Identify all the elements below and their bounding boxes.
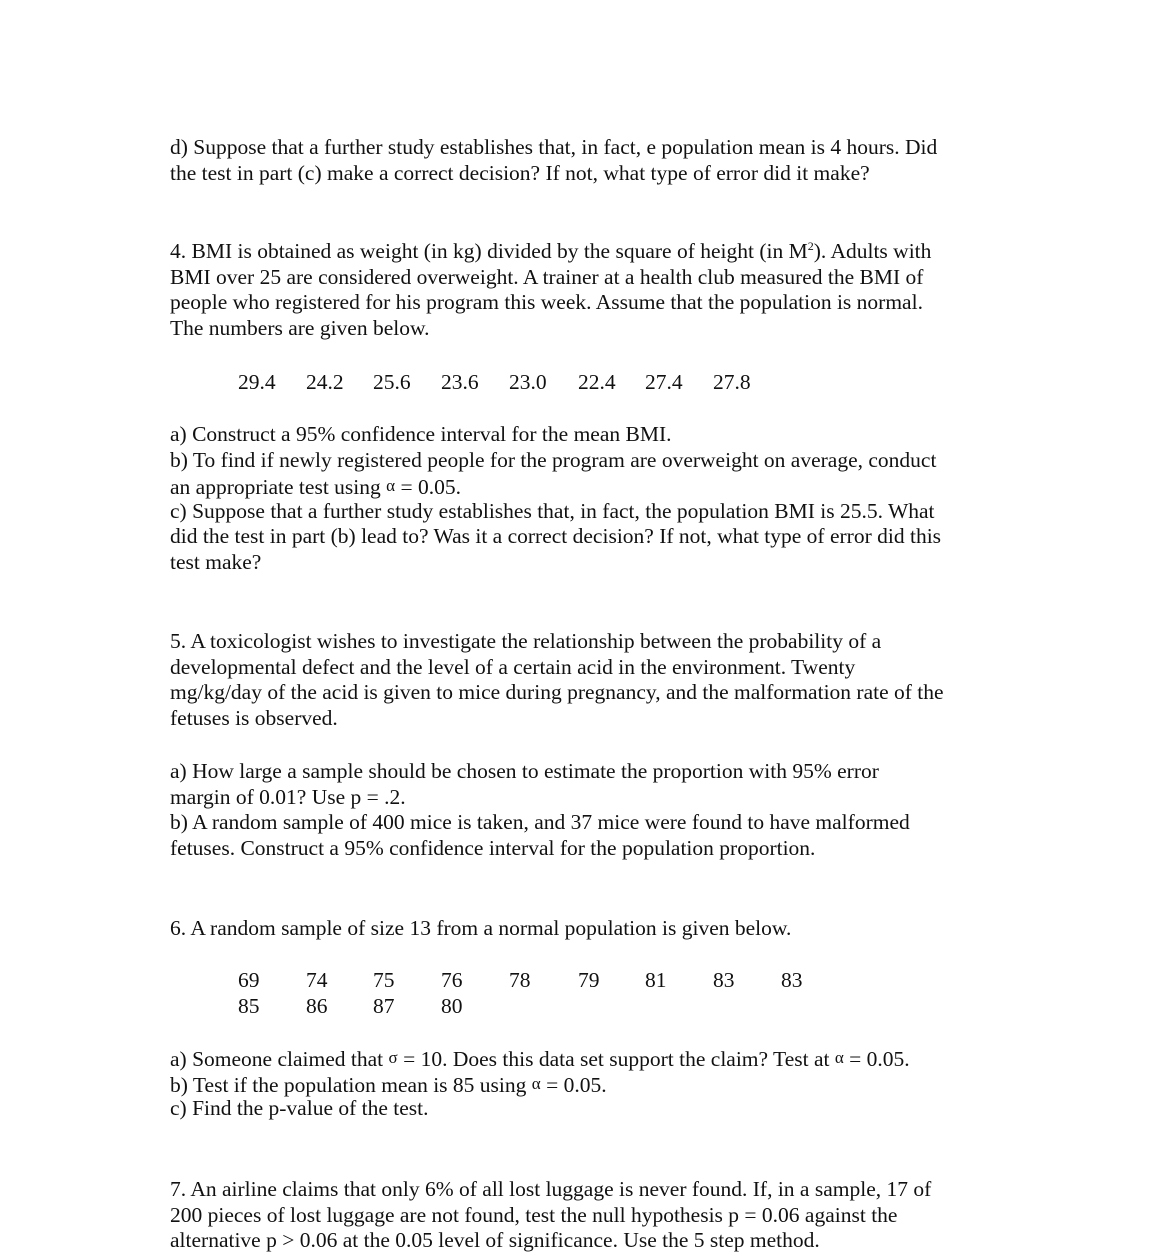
q4-intro-line: The numbers are given below. <box>170 315 430 340</box>
q4-part-a: a) Construct a 95% confidence interval for the mean BMI. <box>170 422 672 446</box>
q6-data-value: 85 <box>238 994 260 1018</box>
q6-data-value: 83 <box>781 968 803 992</box>
question-5-parts <box>170 759 1000 861</box>
sigma-symbol: σ <box>388 1048 398 1067</box>
q4-data-value: 27.4 <box>645 370 683 394</box>
question-3d <box>170 135 1000 186</box>
q3d-line: d) Suppose that a further study establishes that, in fact, e population mean is 4 hours. Did <box>170 135 938 159</box>
q4-data-value: 29.4 <box>238 370 276 394</box>
q5-part-line: fetuses. Construct a 95% confidence interval for the population proportion. <box>170 835 816 860</box>
q4-data-value: 23.6 <box>441 370 479 394</box>
q4-intro-line: people who registered for his program this week. Assume that the population is normal. <box>170 290 923 314</box>
alpha-symbol: α <box>386 476 396 495</box>
q6-intro: 6. A random sample of size 13 from a normal population is given below. <box>170 916 792 940</box>
q4-data-value: 27.8 <box>713 370 751 394</box>
q4-part-c: c) Suppose that a further study establishes that, in fact, the population BMI is 25.5. What <box>170 498 935 523</box>
q6-data-value: 87 <box>373 994 395 1018</box>
q5-intro-line: mg/kg/day of the acid is given to mice during pregnancy, and the malformation rate of the <box>170 680 944 704</box>
q6-data-value: 79 <box>578 968 600 992</box>
question-5-intro <box>170 629 1000 731</box>
q7-line: 7. An airline claims that only 6% of all lost luggage is never found. If, in a sample, 17 of <box>170 1177 932 1201</box>
q7-line: 200 pieces of lost luggage are not found, test the null hypothesis p = 0.06 against the <box>170 1202 898 1227</box>
q4-data-value: 24.2 <box>306 370 344 394</box>
q4-data-value: 23.0 <box>509 370 547 394</box>
q4-intro-line: BMI over 25 are considered overweight. A trainer at a health club measured the BMI of <box>170 264 924 289</box>
superscript-2: 2 <box>807 239 814 253</box>
q4-part-c: test make? <box>170 549 262 574</box>
question-6-parts <box>170 1045 1000 1122</box>
q5-intro-line: developmental defect and the level of a certain acid in the environment. Twenty <box>170 654 856 679</box>
q4-part-b: b) To find if newly registered people for the program are overweight on average, conduct <box>170 447 937 472</box>
q7-line: alternative p > 0.06 at the 0.05 level of significance. Use the 5 step method. <box>170 1228 820 1252</box>
q6-part-b: b) Test if the population mean is 85 using α = 0.05. <box>170 1072 607 1097</box>
q5-intro-line: 5. A toxicologist wishes to investigate the relationship between the probability of a <box>170 629 882 653</box>
q6-data-value: 78 <box>509 968 531 992</box>
q5-part-line: margin of 0.01? Use p = .2. <box>170 784 406 809</box>
q6-data-value: 86 <box>306 994 328 1018</box>
question-6-intro <box>170 916 1000 942</box>
alpha-symbol: α <box>834 1048 844 1067</box>
question-4-parts <box>170 422 1000 575</box>
q3d-line: the test in part (c) make a correct decision? If not, what type of error did it make? <box>170 160 870 185</box>
q4-data-value: 22.4 <box>578 370 616 394</box>
q6-data-value: 75 <box>373 968 395 992</box>
q6-part-c: c) Find the p-value of the test. <box>170 1096 429 1120</box>
q6-data-value: 74 <box>306 968 328 992</box>
q5-part-line: a) How large a sample should be chosen to estimate the proportion with 95% error <box>170 759 879 783</box>
alpha-symbol: α <box>531 1073 541 1093</box>
question-4-intro <box>170 239 1000 341</box>
q5-intro-line: fetuses is observed. <box>170 705 338 730</box>
question-7 <box>170 1177 1000 1254</box>
q4-intro-line: 4. BMI is obtained as weight (in kg) divided by the square of height (in $M^2$). Adults with <box>170 239 932 263</box>
q5-part-line: b) A random sample of 400 mice is taken, and 37 mice were found to have malformed <box>170 810 910 834</box>
q4-part-c: did the test in part (b) lead to? Was it a correct decision? If not, what type of error did this <box>170 524 942 548</box>
q4-part-b: an appropriate test using α = 0.05. <box>170 475 461 499</box>
q6-data-value: 80 <box>441 994 463 1018</box>
q6-data-value: 81 <box>645 968 667 992</box>
q6-data-value: 69 <box>238 968 260 992</box>
q4-data-value: 25.6 <box>373 370 411 394</box>
q6-data-value: 76 <box>441 968 463 992</box>
q6-part-a: a) Someone claimed that σ = 10. Does this data set support the claim? Test at α = 0.05. <box>170 1047 910 1071</box>
q6-data-value: 83 <box>713 968 735 992</box>
